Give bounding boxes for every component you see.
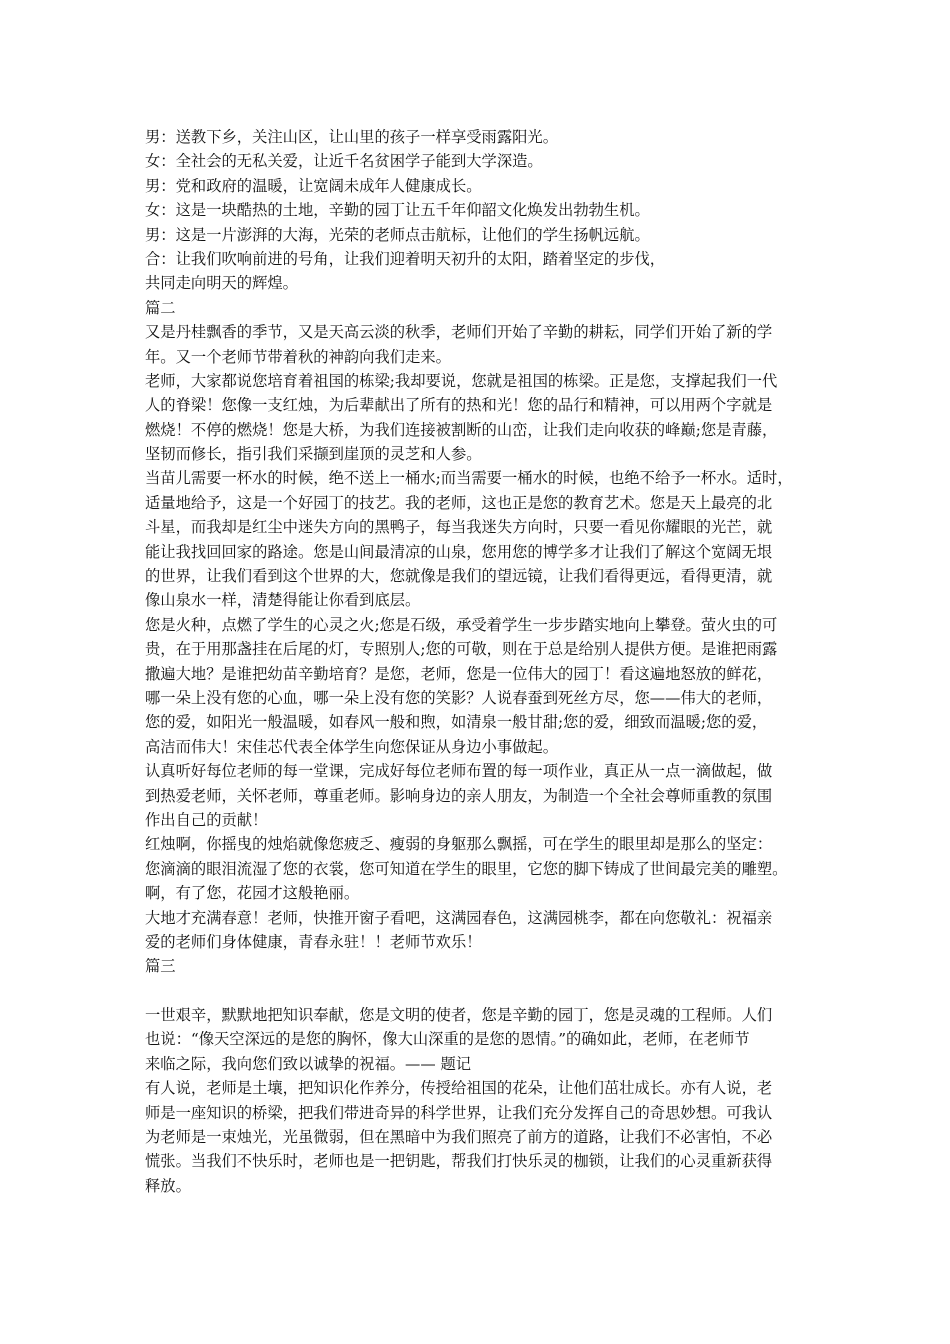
text-line: 共同走向明天的辉煌。 — [145, 274, 298, 293]
text-line: 啊，有了您，花园才这般艳丽。 — [145, 884, 360, 903]
text-line: 燃烧！不停的燃烧！您是大桥，为我们连接被割断的山峦，让我们走向收获的峰巅;您是青藤， — [145, 420, 778, 439]
text-line: 哪一朵上没有您的心血，哪一朵上没有您的笑影？人说春蚕到死丝方尽，您——伟大的老师， — [145, 688, 773, 707]
text-line: 当苗儿需要一杯水的时候，绝不送上一桶水;而当需要一桶水的时候，也绝不给予一杯水。适时， — [145, 469, 793, 488]
text-line: 红烛啊，你摇曳的烛焰就像您疲乏、瘦弱的身躯那么飘摇，可在学生的眼里却是那么的坚定： — [145, 835, 773, 854]
document-body — [145, 125, 825, 1198]
text-line: 坚韧而修长，指引我们采撷到崖顶的灵芝和人参。 — [145, 445, 482, 464]
section-heading: 篇二 — [145, 298, 176, 317]
text-line: 斗星，而我却是红尘中迷失方向的黑鸭子，每当我迷失方向时，只要一看见你耀眼的光芒，就 — [145, 518, 773, 537]
section-heading: 篇三 — [145, 957, 176, 976]
text-line: 有人说，老师是土壤，把知识化作养分，传授给祖国的花朵，让他们茁壮成长。亦有人说，老 — [145, 1079, 773, 1098]
text-line: 释放。 — [145, 1176, 191, 1195]
text-line: 慌张。当我们不快乐时，老师也是一把钥匙，帮我们打快乐灵的枷锁，让我们的心灵重新获得 — [145, 1152, 773, 1171]
text-line: 您是火种，点燃了学生的心灵之火;您是石级，承受着学生一步步踏实地向上攀登。萤火虫的可 — [145, 615, 778, 634]
text-line: 合：让我们吹响前进的号角，让我们迎着明天初升的太阳，踏着坚定的步伐， — [145, 249, 666, 268]
text-line: 男：送教下乡，关注山区，让山里的孩子一样享受雨露阳光。 — [145, 128, 559, 146]
text-line: 的世界，让我们看到这个世界的大，您就像是我们的望远镜，让我们看得更远，看得更清，就 — [145, 567, 773, 586]
text-line: 男：党和政府的温暖，让宽阔未成年人健康成长。 — [145, 176, 482, 195]
text-line: 来临之际，我向您们致以诚挚的祝福。—— 题记 — [145, 1054, 472, 1073]
text-line: 又是丹桂飘香的季节，又是天高云淡的秋季，老师们开始了辛勤的耕耘，同学们开始了新的学 — [145, 323, 773, 342]
text-line: 老师，大家都说您培育着祖国的栋梁;我却要说，您就是祖国的栋梁。正是您，支撑起我们一代 — [145, 371, 778, 390]
text-line: 贵，在于用那盏挂在后尾的灯，专照别人;您的可敬，则在于总是给别人提供方便。是谁把雨露 — [145, 640, 778, 659]
text-line: 能让我找回回家的路途。您是山间最清凉的山泉，您用您的博学多才让我们了解这个宽阔无垠 — [145, 542, 773, 561]
text-line: 一世艰辛，默默地把知识奉献，您是文明的使者，您是辛勤的园丁，您是灵魂的工程师。人们 — [145, 1006, 773, 1025]
text-line: 大地才充满春意！老师，快推开窗子看吧，这满园春色，这满园桃李，都在向您敬礼：祝福亲 — [145, 908, 773, 927]
text-line: 适量地给予，这是一个好园丁的技艺。我的老师，这也正是您的教育艺术。您是天上最亮的北 — [145, 493, 773, 512]
text-line: 女：这是一块酷热的土地，辛勤的园丁让五千年仰韶文化焕发出勃勃生机。 — [145, 201, 650, 220]
text-line: 撒遍大地？是谁把幼苗辛勤培育？是您，老师，您是一位伟大的园丁！看这遍地怒放的鲜花， — [145, 664, 773, 683]
text-line: 像山泉水一样，清楚得能让你看到底层。 — [145, 591, 421, 610]
text-line: 师是一座知识的桥梁，把我们带进奇异的科学世界，让我们充分发挥自己的奇思妙想。可我认 — [145, 1103, 773, 1122]
text-line: 男：这是一片澎湃的大海，光荣的老师点击航标，让他们的学生扬帆远航。 — [145, 225, 650, 244]
text-line: 为老师是一束烛光，光虽微弱，但在黑暗中为我们照亮了前方的道路，让我们不必害怕，不必 — [145, 1128, 773, 1147]
text-line: 您的爱，如阳光一般温暖，如春风一般和煦，如清泉一般甘甜;您的爱，细致而温暖;您的爱， — [145, 713, 768, 732]
text-line: 到热爱老师，关怀老师，尊重老师。影响身边的亲人朋友，为制造一个全社会尊师重教的氛围 — [145, 786, 773, 805]
text-line: 高洁而伟大！宋佳芯代表全体学生向您保证从身边小事做起。 — [145, 737, 559, 756]
text-line: 年。又一个老师节带着秋的神韵向我们走来。 — [145, 347, 451, 366]
blank-line — [145, 979, 825, 1003]
text-line: 认真听好每位老师的每一堂课，完成好每位老师布置的每一项作业，真正从一点一滴做起，做 — [145, 762, 773, 781]
text-line: 作出自己的贡献！ — [145, 810, 268, 829]
text-line: 女：全社会的无私关爱，让近千名贫困学子能到大学深造。 — [145, 152, 543, 171]
text-line: 爱的老师们身体健康，青春永驻！！老师节欢乐！ — [145, 932, 482, 951]
text-line: 也说：“像天空深远的是您的胸怀，像大山深重的是您的恩情。”的确如此，老师，在老师节 — [145, 1030, 750, 1049]
text-line: 人的脊梁！您像一支红烛，为后辈献出了所有的热和光！您的品行和精神，可以用两个字就是 — [145, 396, 773, 415]
text-line: 您滴滴的眼泪流湿了您的衣裳，您可知道在学生的眼里，它您的脚下铸成了世间最完美的雕塑。 — [145, 859, 788, 878]
